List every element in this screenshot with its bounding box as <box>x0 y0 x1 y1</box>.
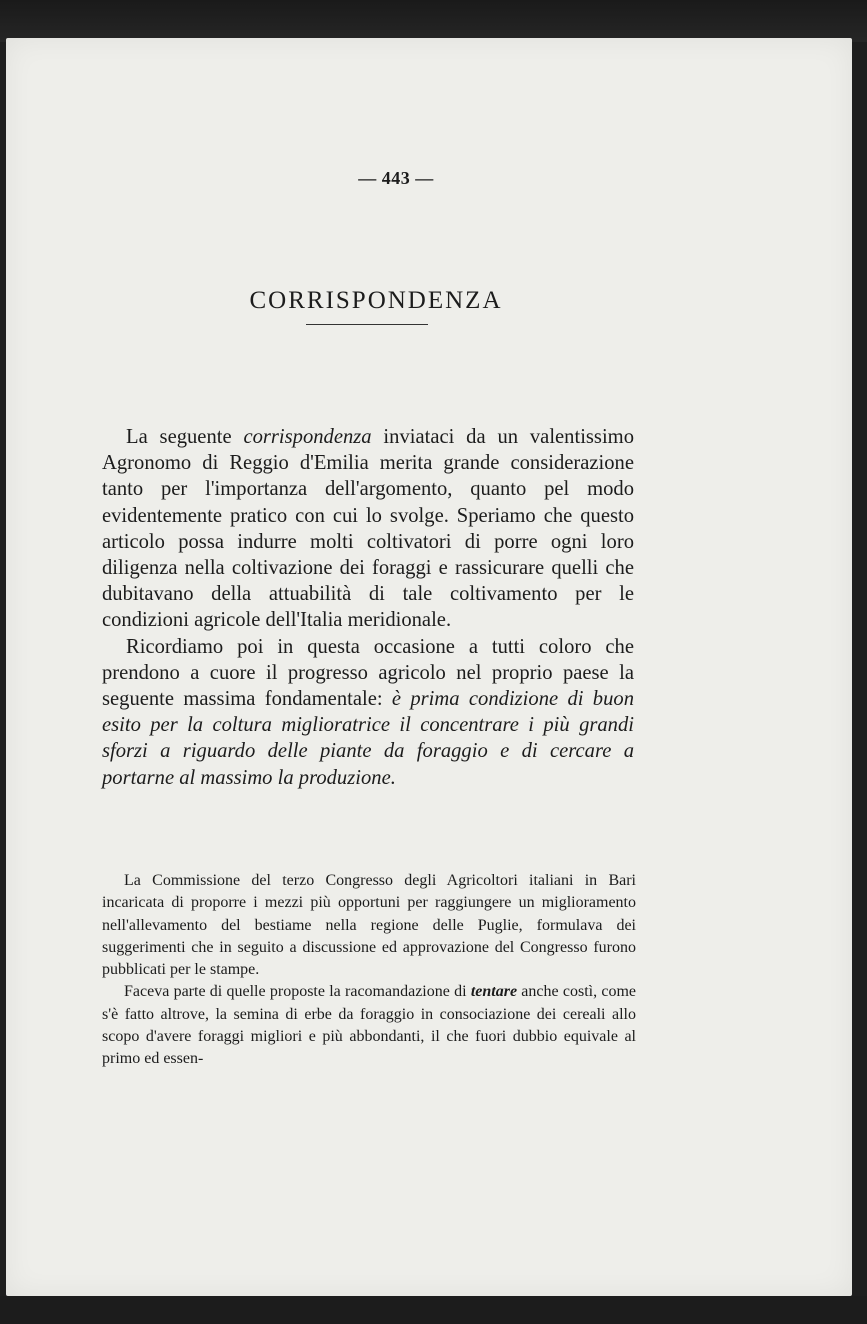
intro-paragraph-2: Ricordiamo poi in questa occasione a tutti coloro che prendono a cuore il progresso agricolo nel proprio paese la seguente massima fondamentale: è prima condizione di buon esito per la coltura miglioratrice il concentrare i più grandi sforzi a riguardo delle piante da foraggio e di cercare a portarne al massimo la produzione. <box>102 635 634 789</box>
scan-bottom-edge <box>0 1296 867 1324</box>
letter-paragraph-2: Faceva parte di quelle proposte la racomandazione di tentare anche costì, come s'è fatto altrove, la semina di erbe da foraggio in consociazione dei cereali allo scopo d'avere foraggi migliori e più abbondanti, il che fuori dubbio equivale al primo ed essen- <box>102 983 636 1068</box>
intro-paragraph-1: La seguente corrispondenza inviataci da un valentissimo Agronomo di Reggio d'Emilia merita grande considerazione tanto per l'importanza dell'argomento, quanto pel modo evidentemente pratico con cui lo svolge. Speriamo che questo articolo possa indurre molti coltivatori di porre ogni loro diligenza nella coltivazione dei foraggi e rassicurare quelli che dubitavano della attuabilità di tale coltivamento per le condizioni agricole dell'Italia meridionale. <box>102 426 634 632</box>
letter-emphasis: tentare <box>470 983 518 1001</box>
letter-paragraph-1: La Commissione del terzo Congresso degli Agricoltori italiani in Bari incaricata di proporre i mezzi più opportuni per raggiungere un miglioramento nell'allevamento del bestiame nella regione delle Puglie, formulava dei suggerimenti che in seguito a discussione ed approvazione del Congresso furono pubblicati per le stampe. <box>102 872 636 979</box>
book-page <box>6 38 852 1296</box>
section-heading: CORRISPONDENZA <box>249 286 503 314</box>
editorial-introduction <box>102 424 634 791</box>
scan-top-edge <box>0 0 867 42</box>
maxim-emphasis: è prima condizione di buon esito per la coltura miglioratrice il concentrare i più grandi sforzi a riguardo delle piante da foraggio e di cercare a portarne al massimo la produzione. <box>102 688 634 789</box>
letter-body <box>102 870 636 1071</box>
heading-rule <box>306 324 428 325</box>
page-number: — 443 — <box>358 168 434 188</box>
intro-emphasis: corrispondenza <box>243 426 372 448</box>
